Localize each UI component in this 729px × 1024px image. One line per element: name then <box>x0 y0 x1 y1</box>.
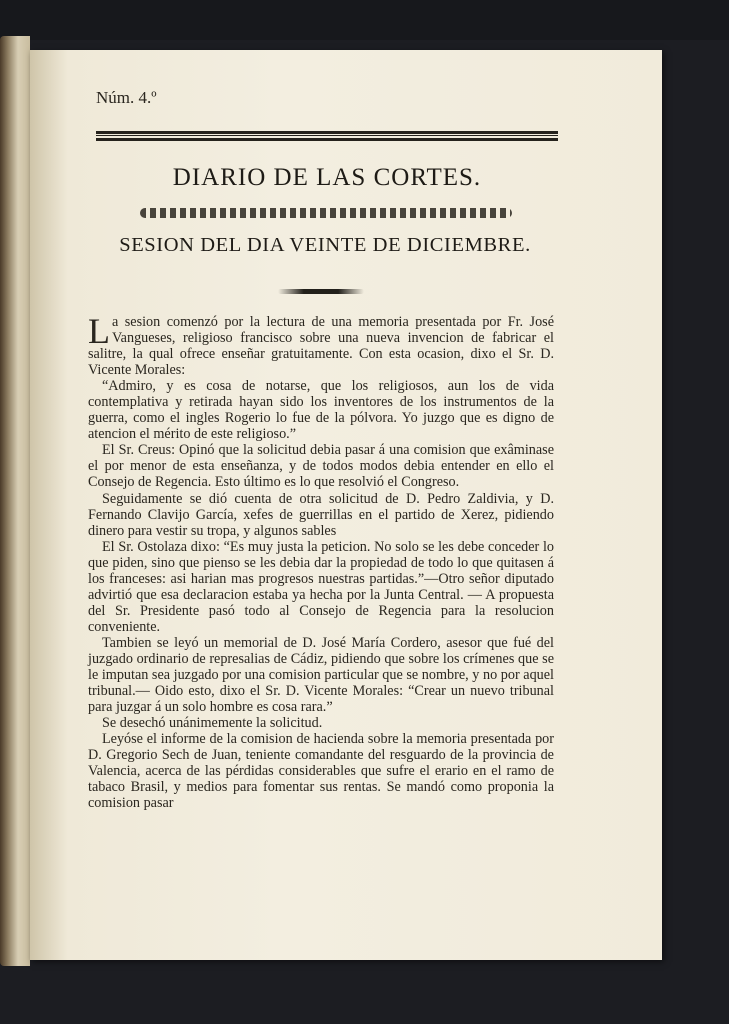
paragraph: Se desechó unánimemente la solicitud. <box>102 715 323 732</box>
dark-background <box>0 0 729 40</box>
header-rule <box>96 131 558 141</box>
ornamental-rule <box>140 208 512 218</box>
book-spine <box>0 36 30 966</box>
paragraph: Seguidamente se dió cuenta de otra solicitud de D. Pedro Zaldivia, y D. Fernando Clavijo García, xefes de guerrillas en el partido de Xerez, pidiendo dinero para vestir su tropa, y algunos sables <box>88 490 554 539</box>
paragraph: Leyóse el informe de la comision de hacienda sobre la memoria presentada por D. Gregorio Sech de Juan, teniente comandante del resguardo de la provincia de Valencia, acerca de las pérdidas considerables que sufre el erario en el ramo de tabaco Brasil, y medios para fomentar sus rentas. Se mandó como proponia la comision pasar <box>88 731 554 812</box>
paragraph: La sesion comenzó por la lectura de una memoria presentada por Fr. José Vangueses, religioso francisco sobre una nueva invencion de fabricar el salitre, la qual ofrece enseñar gratuitamente. Con esta ocasion, dixo el Sr. D. Vicente Morales: <box>88 311 554 379</box>
paragraph: El Sr. Creus: Opinó que la solicitud debia pasar á una comision que exâminase el por menor de esta enseñanza, y de todos modos debia entender en ello el Consejo de Regencia. Esto último es lo que resolvió el Congreso. <box>88 442 554 491</box>
paragraph: “Admiro, y es cosa de notarse, que los religiosos, aun los de vida contemplativa y retirada hayan sido los inventores de los instrumentos de la guerra, como el ingles Rogerio lo fue de la pólvora. Yo juzgo que es digno de atencion el mérito de este religioso.” <box>88 378 554 443</box>
paragraph: El Sr. Ostolaza dixo: “Es muy justa la peticion. No solo se les debe conceder lo que piden, sino que pienso se les debia dar la propiedad de todo lo que quitasen á los franceses: asi harian mas progresos nuestras partidas.”—Otro señor diputado advirtió que esa declaracion estaba ya hecha por la Junta Central. — A propuesta del Sr. Presidente pasó todo al Consejo de Regencia para la resolucion conveniente. <box>88 538 554 635</box>
paragraph: Tambien se leyó un memorial de D. José María Cordero, asesor que fué del juzgado ordinario de represalias de Cádiz, pidiendo que sobre los crímenes que se le imputan sea juzgado por una comision particular que se nombre, y no por aquel tribunal.— Oido esto, dixo el Sr. D. Vicente Morales: “Crear un nuevo tribunal para juzgar á un solo hombre es cosa rara.” <box>88 634 554 716</box>
drop-cap: L <box>88 311 110 351</box>
session-title: SESION DEL DIA VEINTE DE DICIEMBRE. <box>119 234 531 256</box>
divider-dash <box>278 289 364 294</box>
issue-number: Núm. 4.º <box>96 88 157 107</box>
page-title: DIARIO DE LAS CORTES. <box>172 164 482 191</box>
body-text <box>88 311 554 812</box>
